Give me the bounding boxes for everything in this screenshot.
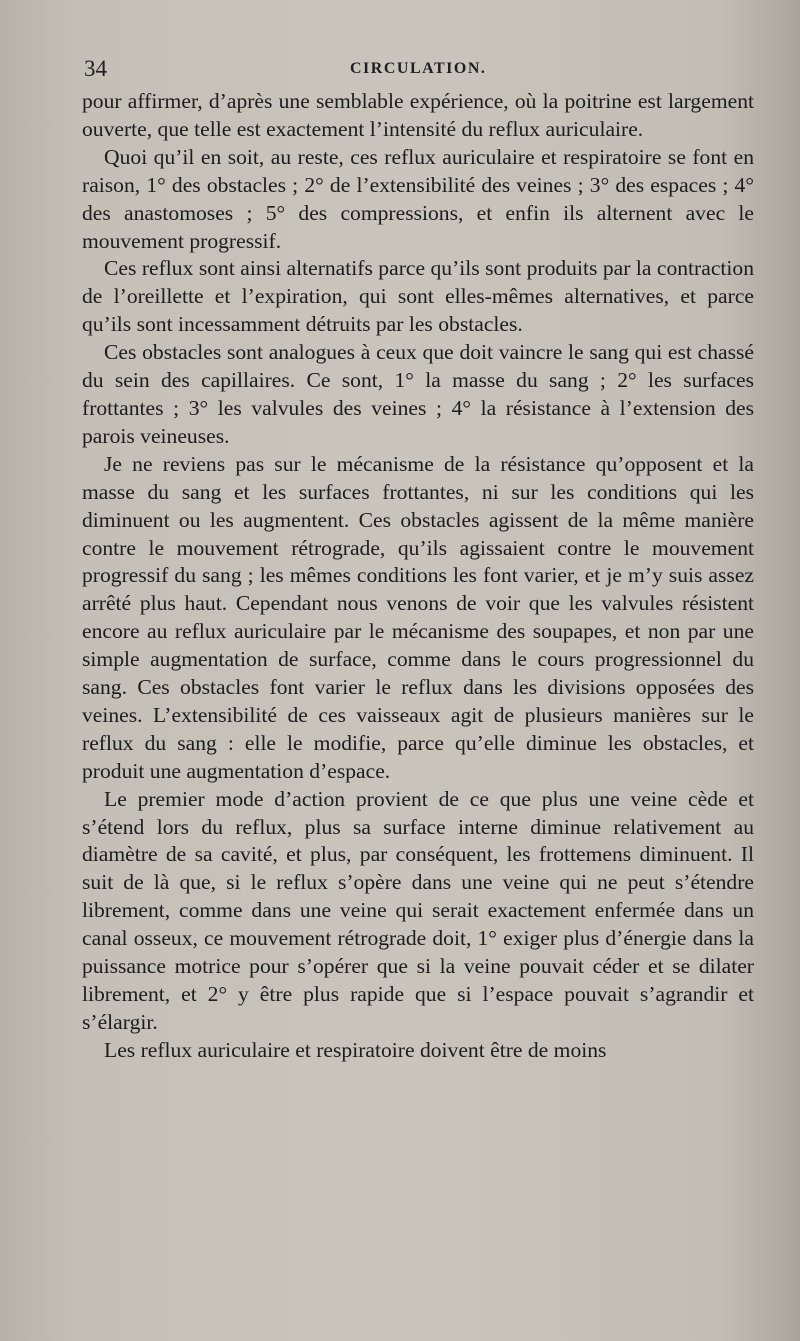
paragraph-4: Ces obstacles sont analogues à ceux que doit vaincre le sang qui est chassé du sein des capillaires. Ce sont, 1° la masse du sang ; 2° les surfaces frottantes ; 3° les valvules des veines ; 4° la résistance à l’extension des parois veineuses. xyxy=(82,340,754,448)
running-head xyxy=(84,56,754,84)
paragraph-7: Les reflux auriculaire et respiratoire doivent être de moins xyxy=(104,1037,607,1062)
running-title: CIRCULATION. xyxy=(350,60,487,77)
paragraph-1: pour affirmer, d’après une semblable expérience, où la poitrine est largement ouverte, que telle est exactement l’intensité du reflux auriculaire. xyxy=(82,89,754,141)
paragraph-5: Je ne reviens pas sur le mécanisme de la résistance qu’opposent et la masse du sang et les surfaces frottantes, ni sur les conditions qui les diminuent ou les augmentent. Ces obstacles agissent de la même manière contre le mouvement rétrograde, qu’ils agissaient contre le mouvement progressif du sang ; les mêmes conditions les font varier, et je m’y suis assez arrêté plus haut. Cependant nous venons de voir que les valvules résistent encore au reflux auriculaire par le mécanisme des soupapes, et non par une simple augmentation de surface, comme dans le cours progressionnel du sang. Ces obstacles font varier le reflux dans les divisions opposées des veines. L’extensibilité de ces vaisseaux agit de plusieurs manières sur le reflux du sang : elle le modifie, parce qu’elle diminue les obstacles, et produit une augmentation d’espace. xyxy=(82,451,754,783)
page-number: 34 xyxy=(84,56,107,81)
paragraph-6: Le premier mode d’action provient de ce que plus une veine cède et s’étend lors du reflux, plus sa surface interne diminue relativement au diamètre de sa cavité, et plus, par conséquent, les frottemens diminuent. Il suit de là que, si le reflux s’opère dans une veine qui ne peut s’étendre librement, comme dans une veine qui serait exactement enfermée dans un canal osseux, ce mouvement rétrograde doit, 1° exiger plus d’énergie dans la puissance motrice pour s’opérer que si la veine pouvait céder et se dilater librement, et 2° y être plus rapide que si l’espace pouvait s’agrandir et s’élargir. xyxy=(82,786,754,1034)
body-text xyxy=(82,88,754,1065)
paragraph-2: Quoi qu’il en soit, au reste, ces reflux auriculaire et respiratoire se font en raison, 1° des obstacles ; 2° de l’extensibilité des veines ; 3° des espaces ; 4° des anastomoses ; 5° des compressions, et enfin ils alternent avec le mouvement progressif. xyxy=(82,144,754,253)
paragraph-3: Ces reflux sont ainsi alternatifs parce qu’ils sont produits par la contraction de l’oreillette et l’expiration, qui sont elles-mêmes alternatives, et parce qu’ils sont incessamment détruits par les obstacles. xyxy=(82,256,754,337)
